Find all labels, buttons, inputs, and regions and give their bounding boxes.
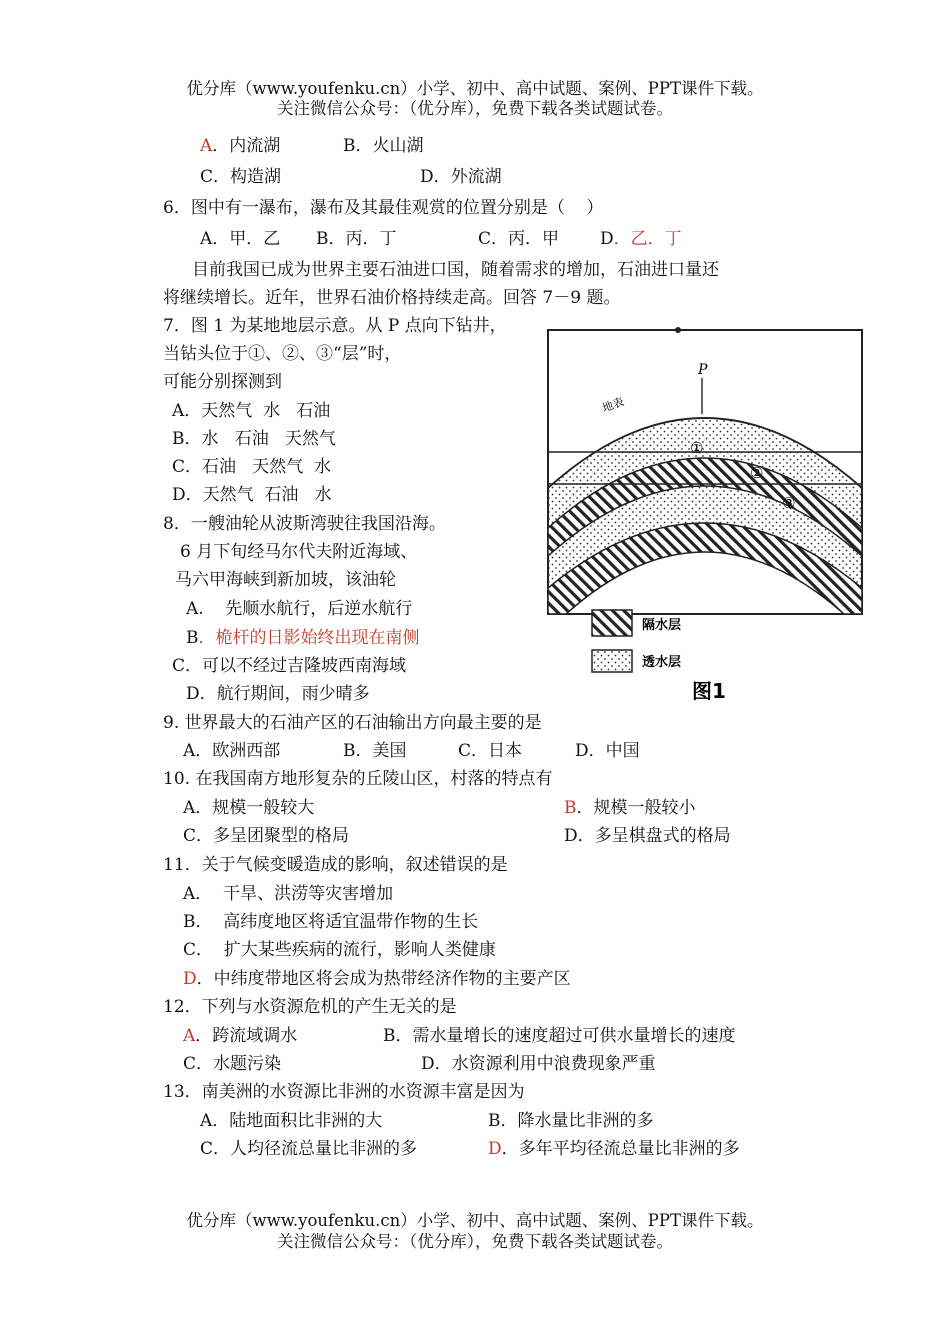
q8-option-b: B．桅杆的日影始终出现在南侧 bbox=[186, 628, 420, 648]
layer-2-label: ② bbox=[750, 464, 764, 482]
legend-impermeable-label: 隔水层 bbox=[642, 618, 682, 633]
q7-option-a: A．天然气 水 石油 bbox=[172, 401, 331, 421]
q6-option-c: C．丙．甲 bbox=[478, 229, 560, 249]
answer-letter: A bbox=[200, 136, 213, 156]
q12-stem: 12．下列与水资源危机的产生无关的是 bbox=[163, 997, 457, 1017]
q7-option-b: B．水 石油 天然气 bbox=[172, 429, 336, 449]
q7-option-c: C．石油 天然气 水 bbox=[172, 457, 332, 477]
q5-option-c: C．构造湖 bbox=[200, 167, 282, 187]
q6-option-d: D．乙．丁 bbox=[600, 229, 682, 249]
q9-option-d: D．中国 bbox=[575, 741, 640, 761]
q5-option-d: D．外流湖 bbox=[420, 167, 502, 187]
q9-stem: 9. 世界最大的石油产区的石油输出方向最主要的是 bbox=[163, 713, 542, 733]
q13-option-d: D．多年平均径流总量比非洲的多 bbox=[488, 1139, 740, 1159]
layer-1-label: ① bbox=[690, 439, 704, 457]
q6-option-a: A．甲．乙 bbox=[200, 229, 281, 249]
q12-option-c: C．水题污染 bbox=[183, 1054, 282, 1074]
top-marker bbox=[675, 327, 681, 333]
q11-option-c: C． 扩大某些疾病的流行，影响人类健康 bbox=[183, 940, 496, 960]
footer-line-1: 优分库（www.youfenku.cn）小学、初中、高中试题、案例、PPT课件下载。 bbox=[186, 1211, 764, 1230]
q8-option-a: A. 先顺水航行，后逆水航行 bbox=[186, 599, 413, 619]
legend-permeable-label: 透水层 bbox=[642, 655, 682, 670]
q9-option-c: C．日本 bbox=[458, 741, 523, 761]
q7-stem-1: 7．图 1 为某地地层示意。从 P 点向下钻井， bbox=[163, 316, 507, 336]
q5-option-b: B．火山湖 bbox=[343, 136, 424, 156]
figure-caption: 图1 bbox=[692, 679, 726, 703]
q8-stem-1: 8．一艘油轮从波斯湾驶往我国沿海。 bbox=[163, 514, 446, 534]
q13-stem: 13．南美洲的水资源比非洲的水资源丰富是因为 bbox=[163, 1082, 525, 1102]
q12-option-d: D．水资源利用中浪费现象严重 bbox=[421, 1054, 656, 1074]
q8-option-c: C．可以不经过吉隆坡西南海域 bbox=[172, 656, 407, 676]
q11-option-a: A． 干旱、洪涝等灾害增加 bbox=[183, 884, 394, 904]
q8-option-d: D．航行期间，雨少晴多 bbox=[186, 684, 370, 704]
q12-option-b: B．需水量增长的速度超过可供水量增长的速度 bbox=[383, 1026, 736, 1046]
point-p-label: P bbox=[698, 362, 708, 378]
q7-stem-3: 可能分别探测到 bbox=[163, 372, 282, 392]
footer-line-2: 关注微信公众号：（优分库），免费下载各类试题试卷。 bbox=[277, 1232, 673, 1251]
q5-option-a: A．内流湖 bbox=[200, 136, 281, 156]
q6-stem: 6．图中有一瀑布，瀑布及其最佳观赏的位置分别是（ ） bbox=[163, 198, 604, 218]
q13-option-b: B．降水量比非洲的多 bbox=[488, 1111, 654, 1131]
legend-permeable-swatch bbox=[592, 650, 632, 672]
layer-3-label: ③ bbox=[782, 494, 796, 512]
q13-option-c: C．人均径流总量比非洲的多 bbox=[200, 1139, 418, 1159]
surface-label: 地表 bbox=[600, 395, 626, 415]
q13-option-a: A．陆地面积比非洲的大 bbox=[200, 1111, 383, 1131]
q8-stem-3: 马六甲海峡到新加坡，该油轮 bbox=[175, 570, 396, 590]
q7-stem-2: 当钻头位于①、②、③“层”时， bbox=[163, 344, 402, 364]
q11-stem: 11．关于气候变暖造成的影响，叙述错误的是 bbox=[163, 855, 508, 875]
q11-option-d: D．中纬度带地区将会成为热带经济作物的主要产区 bbox=[183, 969, 571, 989]
q9-option-b: B．美国 bbox=[343, 741, 407, 761]
q10-option-c: C．多呈团聚型的格局 bbox=[183, 826, 350, 846]
strata-figure bbox=[544, 318, 870, 706]
q10-stem: 10. 在我国南方地形复杂的丘陵山区，村落的特点有 bbox=[163, 769, 553, 789]
intro-line-2: 将继续增长。近年，世界石油价格持续走高。回答 7－9 题。 bbox=[163, 288, 621, 308]
q9-option-a: A．欧洲西部 bbox=[183, 741, 281, 761]
q10-option-d: D．多呈棋盘式的格局 bbox=[564, 826, 731, 846]
intro-line-1: 目前我国已成为世界主要石油进口国，随着需求的增加，石油进口量还 bbox=[192, 260, 719, 280]
legend-impermeable-swatch bbox=[592, 610, 632, 636]
q10-option-a: A．规模一般较大 bbox=[183, 798, 315, 818]
q8-stem-2: 6 月下旬经马尔代夫附近海域、 bbox=[180, 542, 418, 562]
q11-option-b: B． 高纬度地区将适宜温带作物的生长 bbox=[183, 912, 479, 932]
q10-option-b: B．规模一般较小 bbox=[564, 798, 696, 818]
q12-option-a: A．跨流域调水 bbox=[183, 1026, 298, 1046]
q6-option-b: B．丙．丁 bbox=[316, 229, 397, 249]
q7-option-d: D．天然气 石油 水 bbox=[172, 485, 332, 505]
header-line-1: 优分库（www.youfenku.cn）小学、初中、高中试题、案例、PPT课件下载。 bbox=[186, 79, 764, 98]
header-line-2: 关注微信公众号：（优分库），免费下载各类试题试卷。 bbox=[277, 99, 673, 118]
